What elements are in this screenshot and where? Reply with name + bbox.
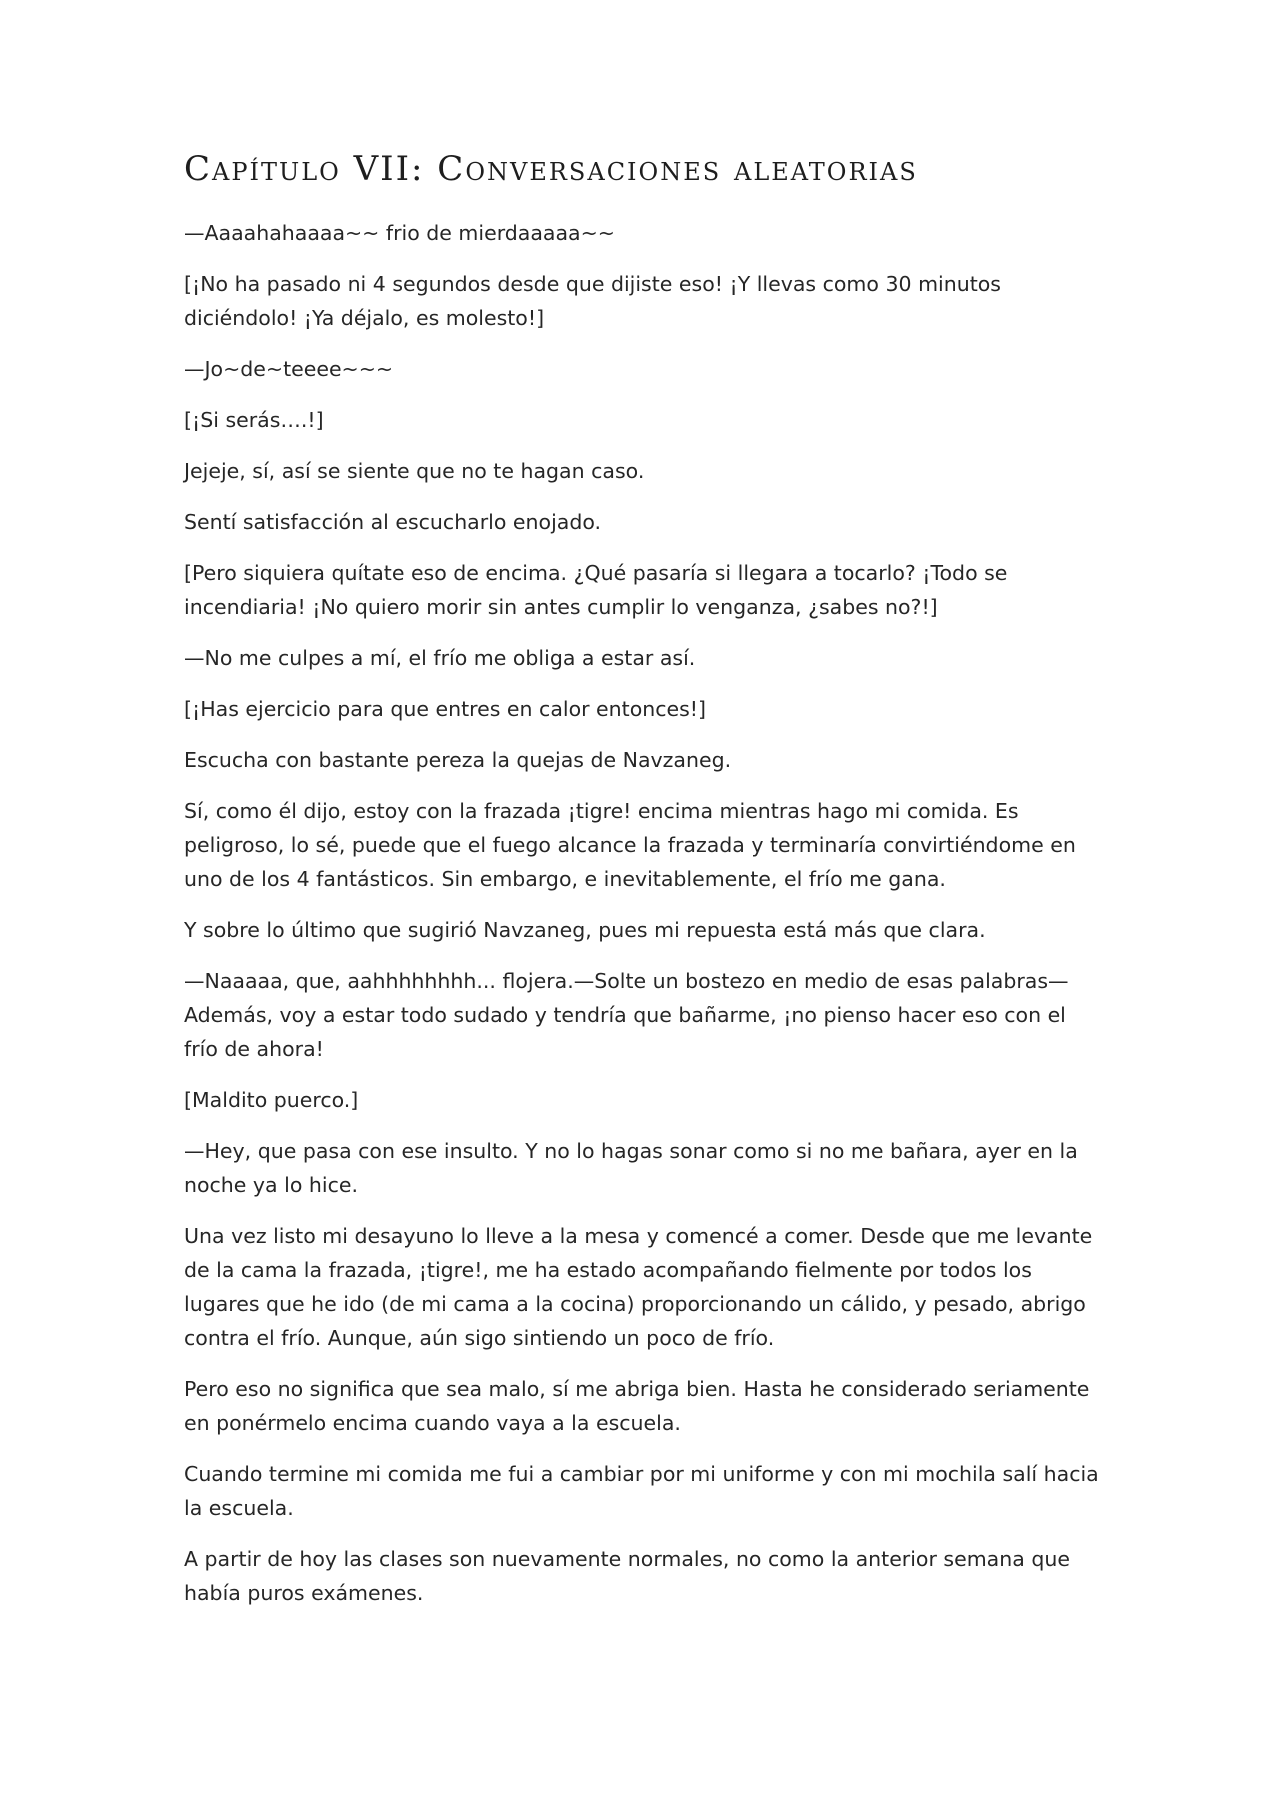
paragraph: Escucha con bastante pereza la quejas de Navzaneg.	[184, 748, 732, 772]
paragraph: [¡Has ejercicio para que entres en calor entonces!]	[184, 697, 707, 721]
paragraph: —Naaaaa, que, aahhhhhhhh... flojera.—Solte un bostezo en medio de esas palabras—Además, voy a estar todo sudado y tendría que bañarme, ¡no pienso hacer eso con el frío de ahora!	[184, 969, 1069, 1061]
paragraph: Cuando termine mi comida me fui a cambiar por mi uniforme y con mi mochila salí hacia la escuela.	[184, 1462, 1099, 1520]
paragraph: —Jo~de~teeee~~~	[184, 357, 394, 381]
paragraph: [¡No ha pasado ni 4 segundos desde que dijiste eso! ¡Y llevas como 30 minutos diciéndolo! ¡Ya déjalo, es molesto!]	[184, 272, 1001, 330]
paragraph: [¡Si serás….!]	[184, 408, 324, 432]
paragraph: Pero eso no significa que sea malo, sí me abriga bien. Hasta he considerado seriamente en ponérmelo encima cuando vaya a la escuela.	[184, 1377, 1090, 1435]
paragraph: Una vez listo mi desayuno lo lleve a la mesa y comencé a comer. Desde que me levante de la cama la frazada, ¡tigre!, me ha estado acompañando fielmente por todos los lugares que he ido (de mi cama a la cocina) proporcionando un cálido, y pesado, abrigo contra el frío. Aunque, aún sigo sintiendo un poco de frío.	[184, 1224, 1093, 1350]
chapter-body	[184, 216, 1104, 1627]
paragraph: [Maldito puerco.]	[184, 1088, 359, 1112]
paragraph: Sí, como él dijo, estoy con la frazada ¡tigre! encima mientras hago mi comida. Es peligroso, lo sé, puede que el fuego alcance la frazada y terminaría convirtiéndome en uno de los 4 fantásticos. Sin embargo, e inevitablemente, el frío me gana.	[184, 799, 1076, 891]
paragraph: Sentí satisfacción al escucharlo enojado.	[184, 510, 602, 534]
paragraph: Jejeje, sí, así se siente que no te hagan caso.	[184, 459, 645, 483]
chapter-title: Capítulo VII: Conversaciones aleatorias	[184, 149, 918, 189]
paragraph: —Aaaahahaaaa~~ frio de mierdaaaaa~~	[184, 221, 615, 245]
paragraph: —No me culpes a mí, el frío me obliga a estar así.	[184, 646, 696, 670]
paragraph: —Hey, que pasa con ese insulto. Y no lo hagas sonar como si no me bañara, ayer en la noche ya lo hice.	[184, 1139, 1078, 1197]
paragraph: A partir de hoy las clases son nuevamente normales, no como la anterior semana que había puros exámenes.	[184, 1547, 1070, 1605]
paragraph: Y sobre lo último que sugirió Navzaneg, pues mi repuesta está más que clara.	[184, 918, 986, 942]
paragraph: [Pero siquiera quítate eso de encima. ¿Qué pasaría si llegara a tocarlo? ¡Todo se incendiaria! ¡No quiero morir sin antes cumplir lo venganza, ¿sabes no?!]	[184, 561, 1008, 619]
